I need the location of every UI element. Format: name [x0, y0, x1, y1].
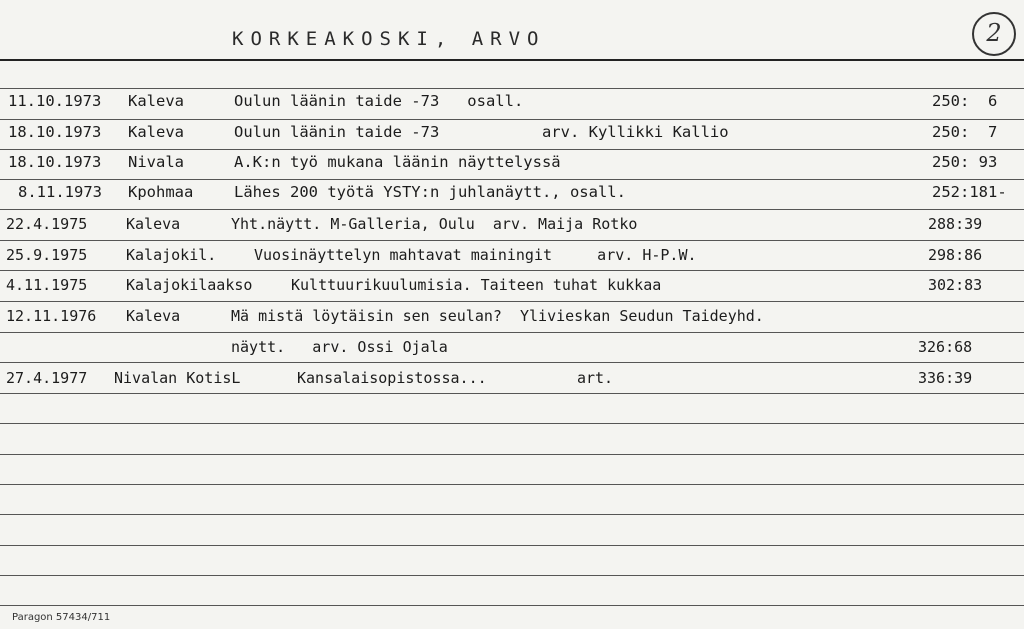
entry-date: 22.4.1975 — [6, 215, 88, 233]
entry-date: 8.11.1973 — [18, 183, 102, 201]
entry-row — [0, 307, 1024, 337]
entry-source: Kpohmaa — [128, 183, 194, 201]
entry-reference: 250: 93 — [932, 153, 998, 171]
entry-date: 11.10.1973 — [8, 92, 102, 110]
entry-date: 4.11.1975 — [6, 276, 88, 294]
entry-description: Vuosinäyttelyn mahtavat mainingit arv. H-P.W. — [254, 246, 697, 264]
rule-line — [0, 514, 1024, 515]
entry-row — [0, 183, 1024, 213]
entry-reference: 250: 7 — [932, 123, 998, 141]
entry-description: Oulun läänin taide -73 arv. Kyllikki Kallio — [234, 123, 729, 141]
entry-reference: 326:68 — [918, 338, 973, 356]
entry-description: Oulun läänin taide -73 osall. — [234, 92, 524, 110]
print-code: Paragon 57434/711 — [12, 612, 111, 623]
card-title: KORKEAKOSKI, ARVO — [232, 28, 546, 50]
header-rule — [0, 59, 1024, 61]
rule-line — [0, 605, 1024, 606]
entry-description: A.K:n työ mukana läänin näyttelyssä — [234, 153, 561, 171]
entry-date: 18.10.1973 — [8, 153, 102, 171]
entry-row — [0, 246, 1024, 276]
entry-row — [0, 153, 1024, 183]
entry-source: Kaleva — [126, 215, 181, 233]
entry-description: Kansalaisopistossa... art. — [297, 369, 614, 387]
entry-reference: 252:181- — [932, 183, 1007, 201]
rule-line — [0, 454, 1024, 455]
entry-source: Kaleva — [128, 123, 184, 141]
entry-row — [0, 215, 1024, 245]
entry-description: näytt. arv. Ossi Ojala — [231, 338, 448, 356]
entry-row — [0, 276, 1024, 306]
rule-line — [0, 88, 1024, 89]
entry-reference: 250: 6 — [932, 92, 998, 110]
entry-reference: 302:83 — [928, 276, 983, 294]
entry-date: 18.10.1973 — [8, 123, 102, 141]
rule-line — [0, 484, 1024, 485]
entry-row — [0, 369, 1024, 399]
entry-reference: 336:39 — [918, 369, 973, 387]
entry-row — [0, 92, 1024, 122]
entry-reference: 288:39 — [928, 215, 983, 233]
card-number-badge: 2 — [972, 12, 1016, 56]
entry-source: Nivala — [128, 153, 184, 171]
entry-row — [0, 338, 1024, 368]
rule-line — [0, 545, 1024, 546]
entry-description: Mä mistä löytäisin sen seulan? Ylivieskan Seudun Taideyhd. — [231, 307, 764, 325]
entry-description: Lähes 200 työtä YSTY:n juhlanäytt., osall. — [234, 183, 626, 201]
entry-description: Yht.näytt. M-Galleria, Oulu arv. Maija Rotko — [231, 215, 638, 233]
entry-source: Kalajokil. — [126, 246, 217, 264]
entry-source: Kaleva — [126, 307, 181, 325]
entry-source: Kalajokilaakso — [126, 276, 253, 294]
entry-reference: 298:86 — [928, 246, 983, 264]
entry-description: Kulttuurikuulumisia. Taiteen tuhat kukkaa — [291, 276, 662, 294]
entry-date: 25.9.1975 — [6, 246, 88, 264]
entry-source: Nivalan KotisL — [114, 369, 241, 387]
entry-source: Kaleva — [128, 92, 184, 110]
rule-line — [0, 423, 1024, 424]
entry-date: 12.11.1976 — [6, 307, 97, 325]
entry-date: 27.4.1977 — [6, 369, 88, 387]
rule-line — [0, 575, 1024, 576]
entry-row — [0, 123, 1024, 153]
